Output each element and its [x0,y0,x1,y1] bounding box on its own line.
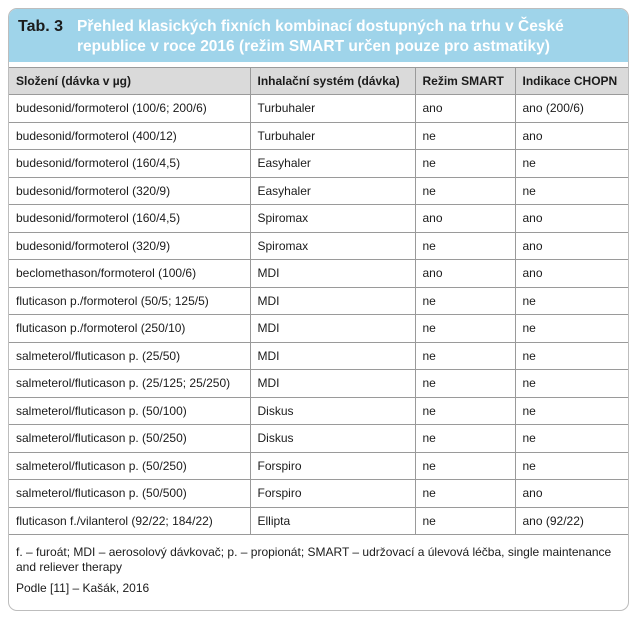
cell-smart-regimen: ne [415,122,515,150]
cell-composition: budesonid/formoterol (160/4,5) [9,150,250,178]
table-row [9,177,628,205]
cell-composition: beclomethason/formoterol (100/6) [9,260,250,288]
cell-copd-indication: ano (200/6) [515,95,628,123]
table-row [9,232,628,260]
cell-composition: salmeterol/fluticason p. (50/100) [9,397,250,425]
cell-copd-indication: ne [515,287,628,315]
table-notes [16,545,621,596]
cell-smart-regimen: ano [415,95,515,123]
cell-copd-indication: ne [515,425,628,453]
cell-copd-indication: ano [515,205,628,233]
cell-inhalation-system: MDI [250,260,415,288]
cell-composition: budesonid/formoterol (320/9) [9,232,250,260]
table-row [9,260,628,288]
table-row [9,205,628,233]
table-caption [9,9,628,62]
column-header-copd-indication: Indikace CHOPN [515,68,628,95]
cell-smart-regimen: ano [415,205,515,233]
cell-composition: fluticason p./formoterol (250/10) [9,315,250,343]
cell-copd-indication: ne [515,315,628,343]
cell-smart-regimen: ne [415,177,515,205]
cell-copd-indication: ne [515,342,628,370]
cell-inhalation-system: MDI [250,315,415,343]
table-row [9,507,628,535]
cell-copd-indication: ano [515,122,628,150]
cell-inhalation-system: Ellipta [250,507,415,535]
cell-smart-regimen: ne [415,370,515,398]
cell-copd-indication: ano [515,480,628,508]
column-header-smart-regimen: Režim SMART [415,68,515,95]
cell-smart-regimen: ne [415,287,515,315]
cell-composition: salmeterol/fluticason p. (50/500) [9,480,250,508]
table-row [9,287,628,315]
table-row [9,370,628,398]
column-header-row [9,68,628,95]
abbreviations-footnote: f. – furoát; MDI – aerosolový dávkovač; p. – propionát; SMART – udržovací a úlevová léčba, single maintenance and reliever therapy [16,545,612,574]
cell-composition: budesonid/formoterol (320/9) [9,177,250,205]
table-row [9,452,628,480]
cell-inhalation-system: MDI [250,287,415,315]
cell-copd-indication: ne [515,150,628,178]
table-row [9,425,628,453]
cell-copd-indication: ano (92/22) [515,507,628,535]
cell-smart-regimen: ne [415,425,515,453]
cell-inhalation-system: Turbuhaler [250,95,415,123]
cell-smart-regimen: ne [415,452,515,480]
cell-inhalation-system: Spiromax [250,232,415,260]
cell-composition: budesonid/formoterol (160/4,5) [9,205,250,233]
table-row [9,95,628,123]
cell-copd-indication: ne [515,370,628,398]
cell-inhalation-system: MDI [250,370,415,398]
cell-copd-indication: ne [515,397,628,425]
cell-inhalation-system: Forspiro [250,452,415,480]
cell-composition: fluticason p./formoterol (50/5; 125/5) [9,287,250,315]
column-header-inhalation-system: Inhalační systém (dávka) [250,68,415,95]
cell-smart-regimen: ne [415,232,515,260]
cell-smart-regimen: ne [415,342,515,370]
cell-inhalation-system: Spiromax [250,205,415,233]
table-figure [8,8,629,611]
cell-inhalation-system: MDI [250,342,415,370]
column-header-composition: Složení (dávka v µg) [9,68,250,95]
table-row [9,315,628,343]
table-row [9,342,628,370]
table-row [9,397,628,425]
cell-inhalation-system: Easyhaler [250,177,415,205]
cell-smart-regimen: ano [415,260,515,288]
data-table [9,67,628,535]
cell-inhalation-system: Diskus [250,425,415,453]
table-label: Tab. 3 [18,18,64,35]
cell-smart-regimen: ne [415,397,515,425]
cell-copd-indication: ano [515,260,628,288]
table-row [9,122,628,150]
cell-copd-indication: ano [515,232,628,260]
cell-composition: budesonid/formoterol (100/6; 200/6) [9,95,250,123]
cell-composition: salmeterol/fluticason p. (50/250) [9,452,250,480]
cell-composition: salmeterol/fluticason p. (25/125; 25/250) [9,370,250,398]
source-citation: Podle [11] – Kašák, 2016 [16,581,150,595]
cell-composition: salmeterol/fluticason p. (25/50) [9,342,250,370]
cell-smart-regimen: ne [415,150,515,178]
cell-copd-indication: ne [515,177,628,205]
cell-smart-regimen: ne [415,315,515,343]
cell-smart-regimen: ne [415,507,515,535]
cell-composition: salmeterol/fluticason p. (50/250) [9,425,250,453]
cell-inhalation-system: Forspiro [250,480,415,508]
table-title: Přehled klasických fixních kombinací dostupných na trhu v České republice v roce 2016 (režim SMART určen pouze pro astmatiky) [77,18,564,55]
table-row [9,150,628,178]
cell-copd-indication: ne [515,452,628,480]
cell-inhalation-system: Easyhaler [250,150,415,178]
cell-inhalation-system: Diskus [250,397,415,425]
cell-inhalation-system: Turbuhaler [250,122,415,150]
cell-composition: fluticason f./vilanterol (92/22; 184/22) [9,507,250,535]
cell-composition: budesonid/formoterol (400/12) [9,122,250,150]
cell-smart-regimen: ne [415,480,515,508]
table-row [9,480,628,508]
